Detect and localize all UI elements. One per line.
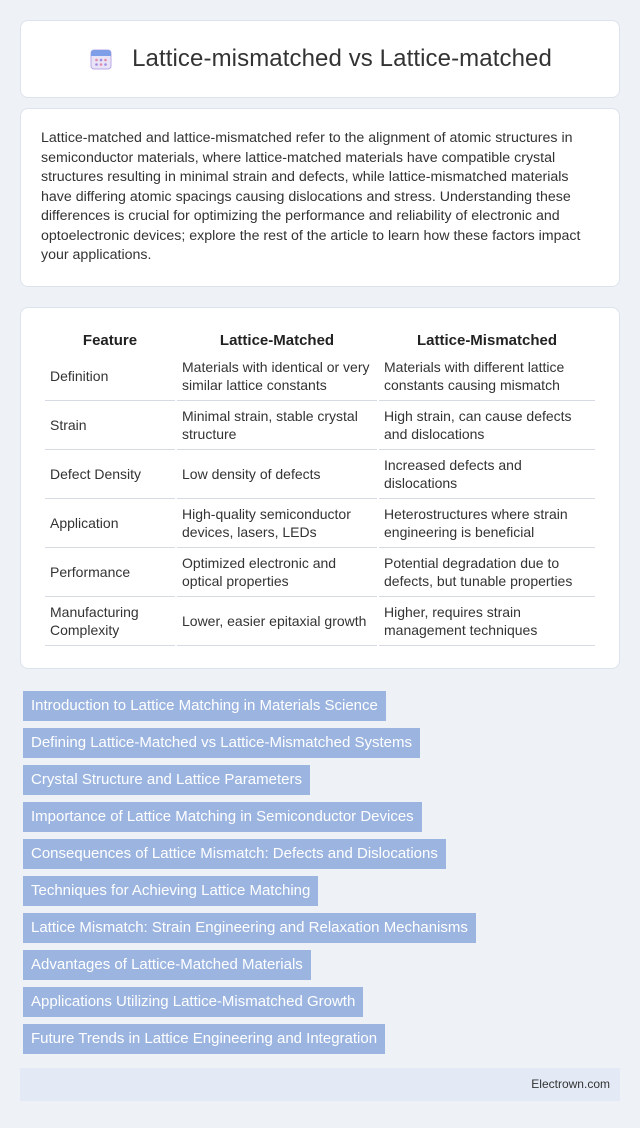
calendar-icon xyxy=(88,46,114,72)
table-cell: Manufacturing Complexity xyxy=(45,597,175,646)
table-cell: Potential degradation due to defects, but tunable properties xyxy=(379,548,595,597)
topic-link-advantages[interactable]: Advantages of Lattice-Matched Materials xyxy=(23,950,311,980)
table-row xyxy=(45,499,595,548)
header-card xyxy=(20,20,620,98)
topic-link-consequences[interactable]: Consequences of Lattice Mismatch: Defects and Dislocations xyxy=(23,839,446,869)
table-cell: High-quality semiconductor devices, lasers, LEDs xyxy=(177,499,377,548)
table-cell: Strain xyxy=(45,401,175,450)
topic-link-strain-engineering[interactable]: Lattice Mismatch: Strain Engineering and Relaxation Mechanisms xyxy=(23,913,476,943)
table-cell: Materials with identical or very similar lattice constants xyxy=(177,352,377,401)
table-cell: High strain, can cause defects and dislocations xyxy=(379,401,595,450)
comparison-card xyxy=(20,307,620,669)
topic-link-importance[interactable]: Importance of Lattice Matching in Semiconductor Devices xyxy=(23,802,422,832)
comparison-table xyxy=(43,328,597,646)
table-cell: Heterostructures where strain engineering is beneficial xyxy=(379,499,595,548)
table-cell: Definition xyxy=(45,352,175,401)
topic-link-introduction[interactable]: Introduction to Lattice Matching in Materials Science xyxy=(23,691,386,721)
page-title: Lattice-mismatched vs Lattice-matched xyxy=(132,45,552,72)
table-cell: Defect Density xyxy=(45,450,175,499)
table-header-row xyxy=(45,328,595,352)
column-header-feature: Feature xyxy=(82,331,138,349)
footer-brand: Electrown.com xyxy=(531,1077,610,1091)
column-header-lattice-matched: Lattice-Matched xyxy=(219,331,335,349)
table-row xyxy=(45,401,595,450)
topic-link-defining[interactable]: Defining Lattice-Matched vs Lattice-Mismatched Systems xyxy=(23,728,420,758)
table-row xyxy=(45,450,595,499)
topic-link-techniques[interactable]: Techniques for Achieving Lattice Matching xyxy=(23,876,318,906)
table-cell: Performance xyxy=(45,548,175,597)
table-cell: Minimal strain, stable crystal structure xyxy=(177,401,377,450)
table-row xyxy=(45,597,595,646)
topic-link-crystal-structure[interactable]: Crystal Structure and Lattice Parameters xyxy=(23,765,310,795)
table-row xyxy=(45,548,595,597)
column-header-lattice-mismatched: Lattice-Mismatched xyxy=(416,331,558,349)
topic-list xyxy=(20,691,620,1054)
topic-link-applications[interactable]: Applications Utilizing Lattice-Mismatched Growth xyxy=(23,987,363,1017)
footer xyxy=(20,1068,620,1101)
intro-card xyxy=(20,108,620,287)
table-cell: Low density of defects xyxy=(177,450,377,499)
table-cell: Application xyxy=(45,499,175,548)
topic-link-future-trends[interactable]: Future Trends in Lattice Engineering and Integration xyxy=(23,1024,385,1054)
table-cell: Increased defects and dislocations xyxy=(379,450,595,499)
intro-text: Lattice-matched and lattice-mismatched refer to the alignment of atomic structures in semiconductor materials, where lattice-matched materials have compatible crystal structures resulting in minimal strain and defects, while lattice-mismatched materials have differing atomic spacings causing dislocations and stress. Understanding these differences is crucial for optimizing the performance and reliability of electronic and optoelectronic devices; explore the rest of the article to learn how these factors impact your applications. xyxy=(41,130,581,263)
table-row xyxy=(45,352,595,401)
table-cell: Optimized electronic and optical properties xyxy=(177,548,377,597)
table-cell: Materials with different lattice constants causing mismatch xyxy=(379,352,595,401)
table-cell: Lower, easier epitaxial growth xyxy=(177,597,377,646)
table-cell: Higher, requires strain management techniques xyxy=(379,597,595,646)
